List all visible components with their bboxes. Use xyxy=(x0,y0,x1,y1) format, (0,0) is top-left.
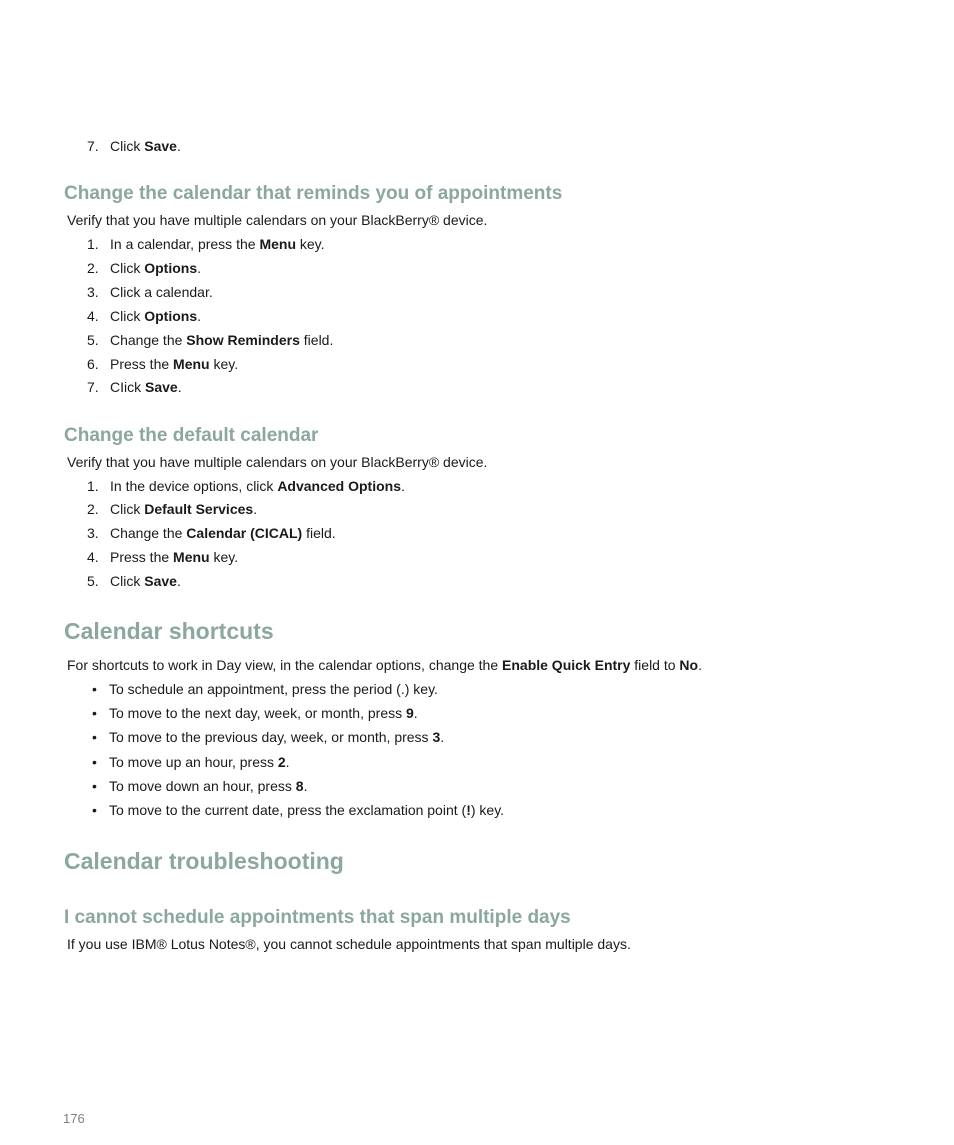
step-text: Click Save. xyxy=(110,138,181,154)
step-text: Change the Show Reminders field. xyxy=(110,332,334,348)
step-number: 5. xyxy=(87,573,99,589)
step-text: CIick Save. xyxy=(110,379,182,395)
step-text: Click Default Services. xyxy=(110,501,258,517)
section-intro-shortcuts: For shortcuts to work in Day view, in the calendar options, change the Enable Quick Entry field to No. xyxy=(67,657,702,673)
list-item: To move to the previous day, week, or month, press 3. xyxy=(109,729,445,745)
section-heading-troubleshooting: Calendar troubleshooting xyxy=(64,848,344,874)
section-intro-reminds: Verify that you have multiple calendars on your BlackBerry® device. xyxy=(67,212,488,228)
bullet-icon: • xyxy=(92,802,97,818)
page-number: 176 xyxy=(63,1111,85,1126)
list-item: To move to the next day, week, or month, press 9. xyxy=(109,705,418,721)
list-item: To move up an hour, press 2. xyxy=(109,754,290,770)
step-text: Click a calendar. xyxy=(110,284,213,300)
list-item: To schedule an appointment, press the period (.) key. xyxy=(109,681,438,697)
step-number: 4. xyxy=(87,549,99,565)
step-number: 5. xyxy=(87,332,99,348)
step-text: Click Options. xyxy=(110,260,202,276)
step-number: 2. xyxy=(87,501,99,517)
section-intro-default: Verify that you have multiple calendars on your BlackBerry® device. xyxy=(67,454,488,470)
step-number: 7. xyxy=(87,138,99,154)
step-number: 4. xyxy=(87,308,99,324)
section-heading-shortcuts: Calendar shortcuts xyxy=(64,618,274,644)
section-heading-default: Change the default calendar xyxy=(64,425,319,446)
step-number: 1. xyxy=(87,236,99,252)
step-number: 6. xyxy=(87,356,99,372)
section-heading-reminds: Change the calendar that reminds you of appointments xyxy=(64,183,563,204)
troubleshooting-text: If you use IBM® Lotus Notes®, you cannot schedule appointments that span multiple days. xyxy=(67,936,631,952)
bullet-icon: • xyxy=(92,778,97,794)
list-item: To move down an hour, press 8. xyxy=(109,778,308,794)
step-text: Click Save. xyxy=(110,573,181,589)
step-text: Press the Menu key. xyxy=(110,356,239,372)
step-text: Change the Calendar (CICAL) field. xyxy=(110,525,336,541)
step-text: In the device options, click Advanced Options. xyxy=(110,478,405,494)
step-number: 3. xyxy=(87,284,99,300)
subsection-heading-span-days: I cannot schedule appointments that span multiple days xyxy=(64,907,571,928)
step-text: Press the Menu key. xyxy=(110,549,239,565)
step-number: 2. xyxy=(87,260,99,276)
bullet-icon: • xyxy=(92,705,97,721)
step-text: In a calendar, press the Menu key. xyxy=(110,236,325,252)
step-number: 3. xyxy=(87,525,99,541)
step-text: Click Options. xyxy=(110,308,202,324)
step-number: 1. xyxy=(87,478,99,494)
bullet-icon: • xyxy=(92,681,97,697)
bullet-icon: • xyxy=(92,754,97,770)
list-item: To move to the current date, press the exclamation point (!) key. xyxy=(109,802,505,818)
bullet-icon: • xyxy=(92,729,97,745)
step-number: 7. xyxy=(87,379,99,395)
